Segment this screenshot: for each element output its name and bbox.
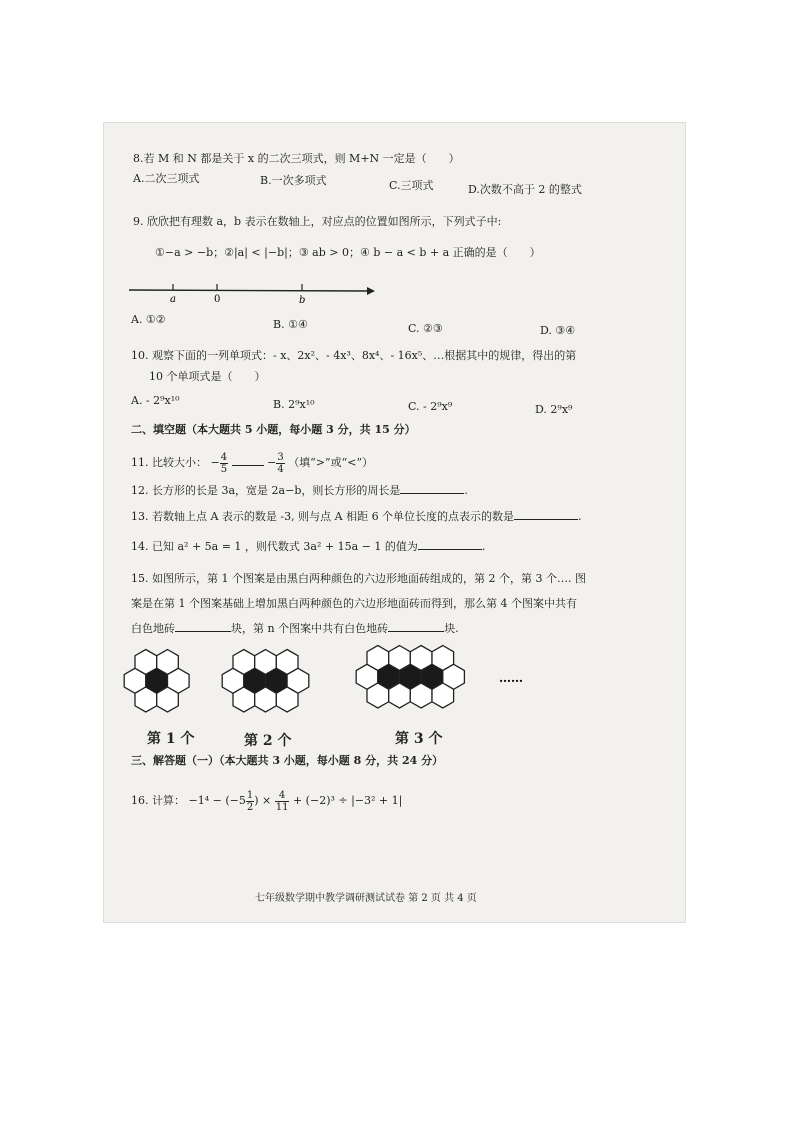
q11-frac2: $\frac{3}{4}$ bbox=[277, 451, 284, 475]
q9-option-c: C. ②③ bbox=[408, 322, 443, 335]
q16-mixed-frac: $\frac{1}{2}$ bbox=[246, 789, 254, 813]
q11-minus1: − bbox=[210, 456, 220, 469]
q8-option-a: A.二次三项式 bbox=[133, 172, 200, 185]
exam-page bbox=[103, 122, 686, 923]
q14-text: 14. 已知 a² + 5a = 1 ，则代数式 3a² + 15a − 1 的值为 bbox=[131, 540, 418, 553]
q15-line3: 白色地砖 块，第 n 个图案中共有白色地砖 块. bbox=[131, 622, 459, 635]
q9-stem: 9. 欣欣把有理数 a，b 表示在数轴上，对应点的位置如图所示，下列式子中: bbox=[133, 215, 502, 228]
number-line bbox=[129, 272, 379, 306]
pattern-ellipsis: …… bbox=[499, 671, 523, 685]
q10-option-d: D. 2⁹x⁹ bbox=[535, 403, 573, 416]
page-footer: 七年级数学期中教学调研测试试卷 第 2 页 共 4 页 bbox=[255, 893, 477, 904]
q16: 16. 计算： −1⁴ − (−5 $\frac{1}{2}$ ) × $\frac{4}{11}$ + (−2)³ ÷ |−3² + 1| bbox=[131, 789, 403, 813]
white-tile bbox=[157, 687, 179, 712]
section3-title: 三、解答题（一）（本大题共 3 小题，每小题 8 分，共 24 分） bbox=[131, 754, 444, 767]
q10-option-b: B. 2⁹x¹⁰ bbox=[273, 398, 315, 411]
q9-option-d: D. ③④ bbox=[540, 324, 576, 337]
q10-stem-line2: 10 个单项式是（ ） bbox=[149, 370, 266, 383]
q14: 14. 已知 a² + 5a = 1 ，则代数式 3a² + 15a − 1 的值为 . bbox=[131, 540, 486, 553]
white-tile bbox=[255, 687, 277, 712]
q16-frac: $\frac{4}{11}$ bbox=[275, 789, 289, 813]
q9-option-a: A. ①② bbox=[131, 313, 166, 326]
hexagon-tiles bbox=[124, 646, 464, 713]
label-zero: 0 bbox=[214, 294, 221, 305]
q13-text: 13. 若数轴上点 A 表示的数是 -3, 则与点 A 相距 6 个单位长度的点表示的数是 bbox=[131, 510, 515, 523]
number-line-axis bbox=[129, 290, 367, 291]
q13-answer-blank bbox=[514, 519, 578, 520]
q13: 13. 若数轴上点 A 表示的数是 -3, 则与点 A 相距 6 个单位长度的点表示的数是 . bbox=[131, 510, 582, 523]
white-tile bbox=[276, 687, 298, 712]
q11-minus2: − bbox=[267, 456, 277, 469]
label-b: b bbox=[299, 295, 306, 306]
section2-title: 二、填空题（本大题共 5 小题，每小题 3 分，共 15 分） bbox=[131, 423, 416, 436]
figure-label-1: 第 1 个 bbox=[147, 731, 195, 747]
q10-option-a: A. - 2⁹x¹⁰ bbox=[131, 394, 180, 407]
q11 bbox=[131, 450, 373, 476]
q11-answer-blank bbox=[232, 465, 264, 466]
label-a: a bbox=[170, 294, 176, 305]
q8-option-c: C.三项式 bbox=[389, 179, 434, 192]
white-tile bbox=[432, 683, 454, 708]
q15-line1: 15. 如图所示，第 1 个图案是由黑白两种颜色的六边形地面砖组成的，第 2 个，第 3 个…. 图 bbox=[131, 572, 586, 585]
white-tile bbox=[367, 683, 389, 708]
figure-label-2: 第 2 个 bbox=[244, 733, 292, 749]
q11-frac1: $\frac{4}{5}$ bbox=[220, 451, 228, 475]
white-tile bbox=[389, 683, 411, 708]
q10-option-c: C. - 2⁹x⁹ bbox=[408, 400, 453, 413]
q10-stem-line1: 10. 观察下面的一列单项式：- x、2x²、- 4x³、8x⁴、- 16x⁵、…根据其中的规律，得出的第 bbox=[131, 349, 577, 362]
q15-blank-1 bbox=[175, 631, 231, 632]
q15-blank-2 bbox=[388, 631, 444, 632]
q9-option-b: B. ①④ bbox=[273, 318, 308, 331]
q8-stem: 8.若 M 和 N 都是关于 x 的二次三项式，则 M+N 一定是（ ） bbox=[133, 152, 460, 165]
q15-line2: 案是在第 1 个图案基础上增加黑白两种颜色的六边形地面砖而得到，那么第 4 个图案中共有 bbox=[131, 597, 577, 610]
q12: 12. 长方形的长是 3a，宽是 2a−b，则长方形的周长是 . bbox=[131, 484, 468, 497]
figure-label-3: 第 3 个 bbox=[395, 731, 443, 747]
white-tile bbox=[135, 687, 157, 712]
q11-suffix: （填“>”或“<”） bbox=[288, 456, 374, 469]
number-line-arrow bbox=[367, 287, 375, 295]
q8-option-b: B.一次多项式 bbox=[260, 174, 327, 187]
hexagon-patterns bbox=[121, 644, 531, 724]
q14-answer-blank bbox=[418, 549, 482, 550]
q8-option-d: D.次数不高于 2 的整式 bbox=[468, 183, 582, 196]
white-tile bbox=[410, 683, 432, 708]
q11-prefix: 11. 比较大小： bbox=[131, 456, 207, 469]
white-tile bbox=[233, 687, 255, 712]
q9-conditions: ①−a > −b；②|a| < |−b|；③ ab > 0；④ b − a < b + a 正确的是（ ） bbox=[155, 246, 541, 259]
q12-answer-blank bbox=[400, 493, 464, 494]
q12-text: 12. 长方形的长是 3a，宽是 2a−b，则长方形的周长是 bbox=[131, 484, 401, 497]
